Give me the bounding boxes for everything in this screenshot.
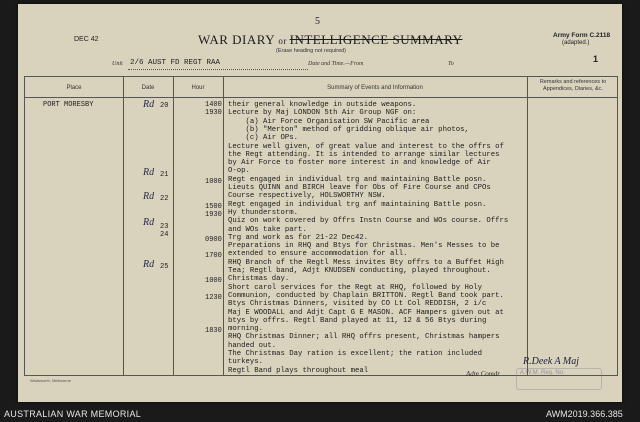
- hour-cell: 1500: [205, 203, 222, 211]
- column-header-remarks: Remarks and references to Appendices, Diaries, &c.: [539, 79, 607, 92]
- title-or: or: [278, 36, 290, 46]
- erase-note: (Erase heading not required): [276, 48, 347, 54]
- summary-line: Regtl Band plays throughout meal: [228, 366, 369, 375]
- summary-line: and WOs take part.: [228, 225, 307, 234]
- summary-line: Preparations in RHQ and Btys for Christmas. Men's Messes to be: [228, 242, 500, 251]
- column-header-place: Place: [66, 85, 82, 91]
- page-number: 5: [315, 16, 320, 27]
- hour-cell: 1930: [205, 109, 222, 117]
- summary-line: extended to ensure accommodation for all.: [228, 250, 408, 259]
- summary-line: by Air Force to foster more interest in and knowledge of Air: [228, 159, 491, 168]
- stamp-text: A.W.M. Reg. No.: [520, 370, 565, 376]
- column-header-date: Date: [141, 85, 155, 91]
- hour-cell: 1930: [205, 211, 222, 219]
- to-label: To: [448, 61, 454, 67]
- footer-institution: AUSTRALIAN WAR MEMORIAL: [4, 409, 142, 419]
- diary-page: [18, 4, 622, 402]
- unit-underline: [128, 69, 308, 70]
- unit-label: Unit: [112, 61, 123, 67]
- place-port-moresby: PORT MORESBY: [43, 101, 94, 109]
- summary-line: Christmas day.: [228, 275, 290, 284]
- summary-line: morning.: [228, 325, 264, 334]
- hour-cell: 1700: [205, 252, 222, 260]
- summary-line: Lecture well given, of great value and interest to the offrs of: [228, 142, 504, 151]
- date-time-label: Date and Time.—From: [308, 61, 364, 67]
- summary-line: Course respectively, HOLSWORTHY NSW.: [228, 192, 386, 201]
- header-divider: [25, 97, 617, 98]
- initials-mark: Rd: [143, 99, 155, 110]
- date-cell: 22: [160, 195, 169, 203]
- summary-line: O-op.: [228, 167, 250, 176]
- summary-line: The Christmas Day ration is excellent; the ration included: [228, 350, 482, 358]
- column-divider: [123, 77, 124, 375]
- summary-line: Regt engaged in individual trg anf maintaining Battle posn.: [228, 200, 487, 209]
- initials-mark: Rd: [143, 167, 155, 178]
- page-title: [198, 32, 462, 48]
- sheet-number: 1: [593, 54, 599, 64]
- initials-mark: Rd: [143, 217, 155, 228]
- hour-cell: 1000: [205, 178, 222, 186]
- initials-mark: Rd: [143, 191, 155, 202]
- summary-line: turkeys.: [228, 358, 264, 367]
- summary-line: (b) "Merton" method of gridding oblique air photos,: [228, 125, 469, 134]
- initials-mark: Rd: [143, 259, 155, 270]
- summary-line: Regt engaged in individual trg and maintaining Battle posn.: [228, 175, 487, 184]
- registration-stamp: [516, 368, 602, 390]
- summary-line: the Regt attending. It is intended to arrange similar lectures: [228, 150, 500, 159]
- diary-table: [24, 76, 618, 376]
- summary-line: (c) Air OPs.: [228, 134, 299, 143]
- hour-cell: 1230: [205, 294, 222, 302]
- date-cell: 24: [160, 231, 169, 239]
- month-label: DEC 42: [74, 36, 99, 43]
- summary-line: RHQ Christmas Dinner; all RHQ offrs present, Christmas hampers: [228, 333, 500, 342]
- summary-line: Trg and work as for 21-22 Dec42.: [228, 233, 369, 242]
- summary-line: Lieuts QUINN and BIRCH leave for Obs of Fire Course and CPOs: [228, 184, 491, 192]
- summary-line: Maj E WOODALL and Adjt Capt G E MASON. ACF Hampers given out at: [228, 308, 504, 317]
- unit-value: 2/6 AUST FD REGT RAA: [130, 59, 221, 67]
- title-war-diary: WAR DIARY: [198, 32, 279, 47]
- summary-line: handed out.: [228, 341, 277, 350]
- column-divider: [223, 77, 224, 375]
- summary-line: Quiz on work covered by Offrs Instn Course and WOs course. Offrs: [228, 217, 509, 226]
- title-struck: INTELLIGENCE SUMMARY: [289, 32, 463, 47]
- summary-line: Lecture by Maj LONDON 5th Air Group NGF on:: [228, 109, 417, 118]
- hour-cell: 1000: [205, 277, 222, 285]
- handwritten-signature: R.Deek A Maj: [523, 356, 580, 367]
- hour-cell: 0900: [205, 236, 222, 244]
- date-cell: 21: [160, 171, 169, 179]
- summary-line: btys by offrs. Regtl Band played at 11, 12 & 56 Btys during: [228, 316, 487, 325]
- hour-cell: 1830: [205, 327, 222, 335]
- column-divider: [527, 77, 528, 375]
- date-cell: 20: [160, 102, 169, 110]
- summary-line: Communion, conducted by Chaplain BRITTON. Regtl Band took part.: [228, 291, 504, 300]
- footer-catalogue-id: AWM2019.366.385: [546, 409, 623, 419]
- summary-line: Btys Christmas Dinners, visited by CO Lt Col REDDISH, 2 i/c: [228, 300, 487, 309]
- summary-line: their general knowledge in outside weapons.: [228, 101, 417, 109]
- column-divider: [173, 77, 174, 375]
- date-cell: 25: [160, 263, 169, 271]
- summary-line: Tea; Regtl band, Adjt KNUDSEN conducting, played throughout.: [228, 267, 491, 275]
- summary-line: RHQ Branch of the Regtl Mess invites Bty offrs to a Buffet High: [228, 258, 504, 267]
- date-cell: 23: [160, 223, 169, 231]
- printer-note: Wadsworth, Melbourne: [30, 378, 71, 383]
- form-number: Army Form C.2118: [553, 32, 611, 39]
- summary-line: (a) Air Force Organisation SW Pacific area: [228, 117, 430, 126]
- hour-cell: 1400: [205, 101, 222, 109]
- column-header-hour: Hour: [191, 85, 205, 91]
- form-adapted: (adapted.): [562, 40, 590, 46]
- admin-note: Adm Comdr: [466, 370, 501, 378]
- column-header-summary: Summary of Events and Information: [327, 85, 423, 91]
- summary-line: Hy thunderstorm.: [228, 208, 299, 217]
- summary-line: Short carol services for the Regt at RHQ, followed by Holy: [228, 283, 482, 292]
